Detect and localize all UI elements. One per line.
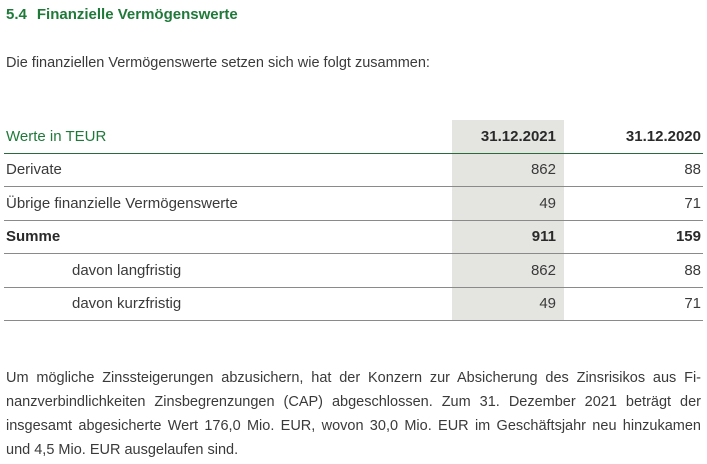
table-row-langfristig [4, 254, 703, 288]
column-header-label: Werte in TEUR [6, 127, 107, 145]
value-2021: 862 [452, 254, 564, 287]
value-2021: 911 [452, 221, 564, 254]
paragraph-line: nanzverbindlichkeiten Zinsbegrenzungen (CAP) abgeschlossen. Zum 31. Dezember 2021 beträgt der [6, 394, 701, 410]
table-row-uebrige [4, 187, 703, 221]
value-2020: 71 [684, 194, 701, 212]
value-2021: 49 [452, 187, 564, 220]
column-header-2021: 31.12.2021 [452, 120, 564, 153]
table-row-summe [4, 221, 703, 255]
row-label: Übrige finanzielle Vermögenswerte [6, 194, 238, 212]
section-heading [6, 6, 238, 23]
table-row-derivate [4, 154, 703, 188]
table-header-row [4, 120, 703, 154]
paragraph-line: und 4,5 Mio. EUR ausgelaufen sind. [6, 442, 239, 458]
section-title: Finanzielle Vermögenswerte [36, 6, 238, 23]
table-row-kurzfristig [4, 288, 703, 322]
paragraph-line: Um mögliche Zinssteigerungen abzusichern, hat der Konzern zur Absicherung des Zinsrisikos aus Fi- [6, 370, 701, 386]
financial-assets-table [4, 120, 703, 321]
body-paragraph [6, 366, 701, 462]
paragraph-line: insgesamt abgesicherte Wert 176,0 Mio. EUR, wovon 30,0 Mio. EUR im Geschäftsjahr neu hinzukamen [6, 418, 701, 434]
row-label: davon langfristig [72, 261, 182, 279]
value-2021: 49 [452, 288, 564, 321]
section-number: 5.4 [6, 6, 27, 23]
intro-text: Die finanziellen Vermögenswerte setzen sich wie folgt zusammen: [6, 55, 430, 71]
row-label: Derivate [6, 161, 62, 179]
value-2020: 159 [675, 228, 701, 246]
value-2020: 71 [684, 295, 701, 313]
value-2020: 88 [684, 161, 701, 179]
value-2021: 862 [452, 154, 564, 187]
row-label: davon kurzfristig [72, 295, 182, 313]
row-label: Summe [6, 228, 61, 246]
column-header-2020: 31.12.2020 [625, 127, 701, 145]
value-2020: 88 [684, 261, 701, 279]
